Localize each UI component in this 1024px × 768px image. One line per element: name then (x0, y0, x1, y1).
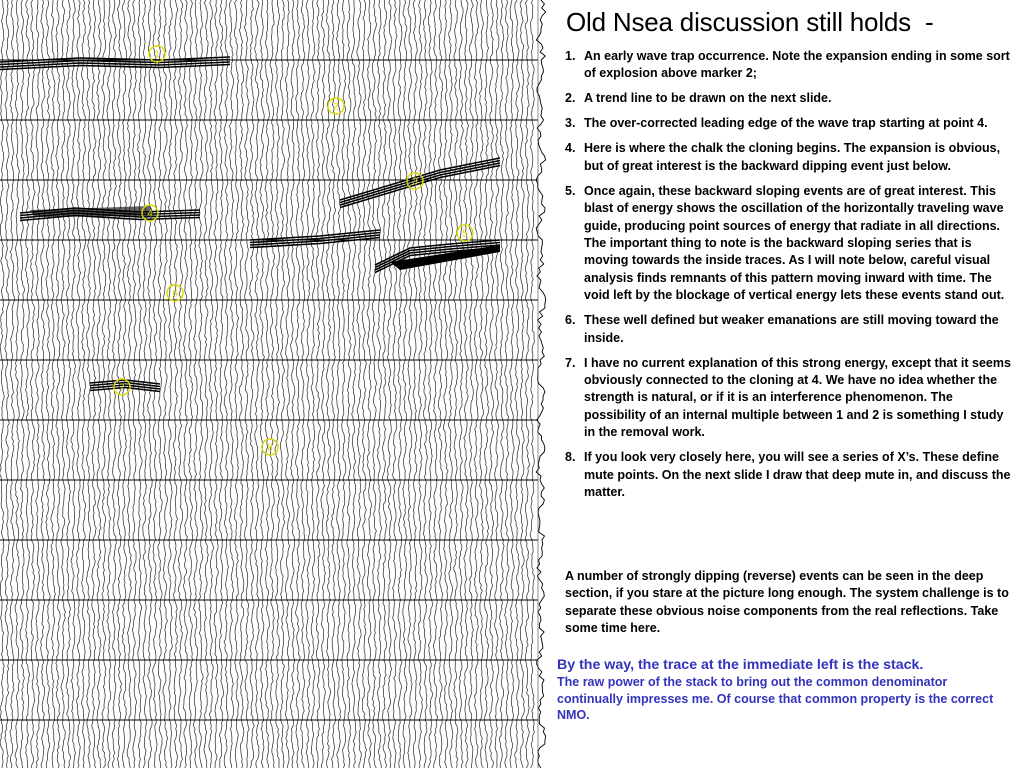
marker-label: 5 (462, 228, 468, 240)
note-number: 6. (565, 313, 576, 328)
numbered-notes (565, 48, 1015, 509)
marker-label: 4 (147, 208, 153, 220)
marker-label: 2 (333, 101, 339, 113)
stack-note-title: By the way, the trace at the immediate left is the stack. (557, 657, 924, 673)
note-text: I have no current explanation of this strong energy, except that it seems obviously connected to the cloning at 4. We have no idea whether the strength is natural, or if it is an interference phenomenon. The possibility of an internal multiple between 1 and 2 is something I study in the removal work. (584, 355, 1011, 440)
note-item-8 (565, 449, 1015, 501)
note-item-1 (565, 48, 1015, 83)
note-item-4 (565, 140, 1015, 175)
note-number: 8. (565, 450, 576, 465)
stack-note (557, 656, 1012, 724)
note-number: 5. (565, 183, 576, 198)
stack-note-body: The raw power of the stack to bring out the common denominator continually impresses me. Of course that common property is the correct NMO. (557, 675, 994, 723)
note-item-5 (565, 183, 1015, 305)
note-text: Once again, these backward sloping events are of great interest. This blast of energy shows the oscillation of the horizontally traveling wave guide, producing point sources of energy that radiate in all directions. The important thing to note is the backward sloping series that is moving towards the inside traces. As I will note below, careful visual analysis finds remnants of this pattern moving inward with time. The void left by the blockage of vertical energy lets these events stand out. (584, 183, 1005, 303)
note-item-7 (565, 355, 1015, 442)
note-text: The over-corrected leading edge of the wave trap starting at point 4. (584, 116, 988, 131)
note-number: 3. (565, 116, 576, 131)
note-text: A trend line to be drawn on the next slide. (584, 91, 832, 106)
note-number: 2. (565, 91, 576, 106)
note-number: 1. (565, 49, 576, 63)
note-item-6 (565, 312, 1015, 347)
note-text: Here is where the chalk the cloning begins. The expansion is obvious, but of great interest is the backward dipping event just below. (584, 141, 1001, 173)
marker-label: 8 (267, 442, 273, 454)
note-number: 4. (565, 141, 576, 156)
note-item-3 (565, 115, 1015, 132)
note-text: These well defined but weaker emanations are still moving toward the inside. (584, 313, 999, 345)
slide-title: Old Nsea discussion still holds - (566, 7, 934, 37)
note-text: If you look very closely here, you will see a series of X’s. These define mute points. On the next slide I draw that deep mute in, and discuss the matter. (584, 450, 1011, 500)
note-number: 7. (565, 355, 576, 370)
marker-label: 3 (412, 176, 418, 188)
note-text: An early wave trap occurrence. Note the expansion ending in some sort of explosion above marker 2; (584, 49, 1010, 81)
notes-panel (556, 0, 1018, 768)
note-item-2 (565, 90, 1015, 107)
marker-label: 7 (119, 382, 125, 394)
marker-label: 1 (154, 49, 160, 61)
marker-label: 6 (172, 288, 178, 300)
summary-paragraph: A number of strongly dipping (reverse) events can be seen in the deep section, if you stare at the picture long enough. The system challenge is to separate these obvious noise components from the real reflections. Take some time here. (565, 569, 1009, 636)
